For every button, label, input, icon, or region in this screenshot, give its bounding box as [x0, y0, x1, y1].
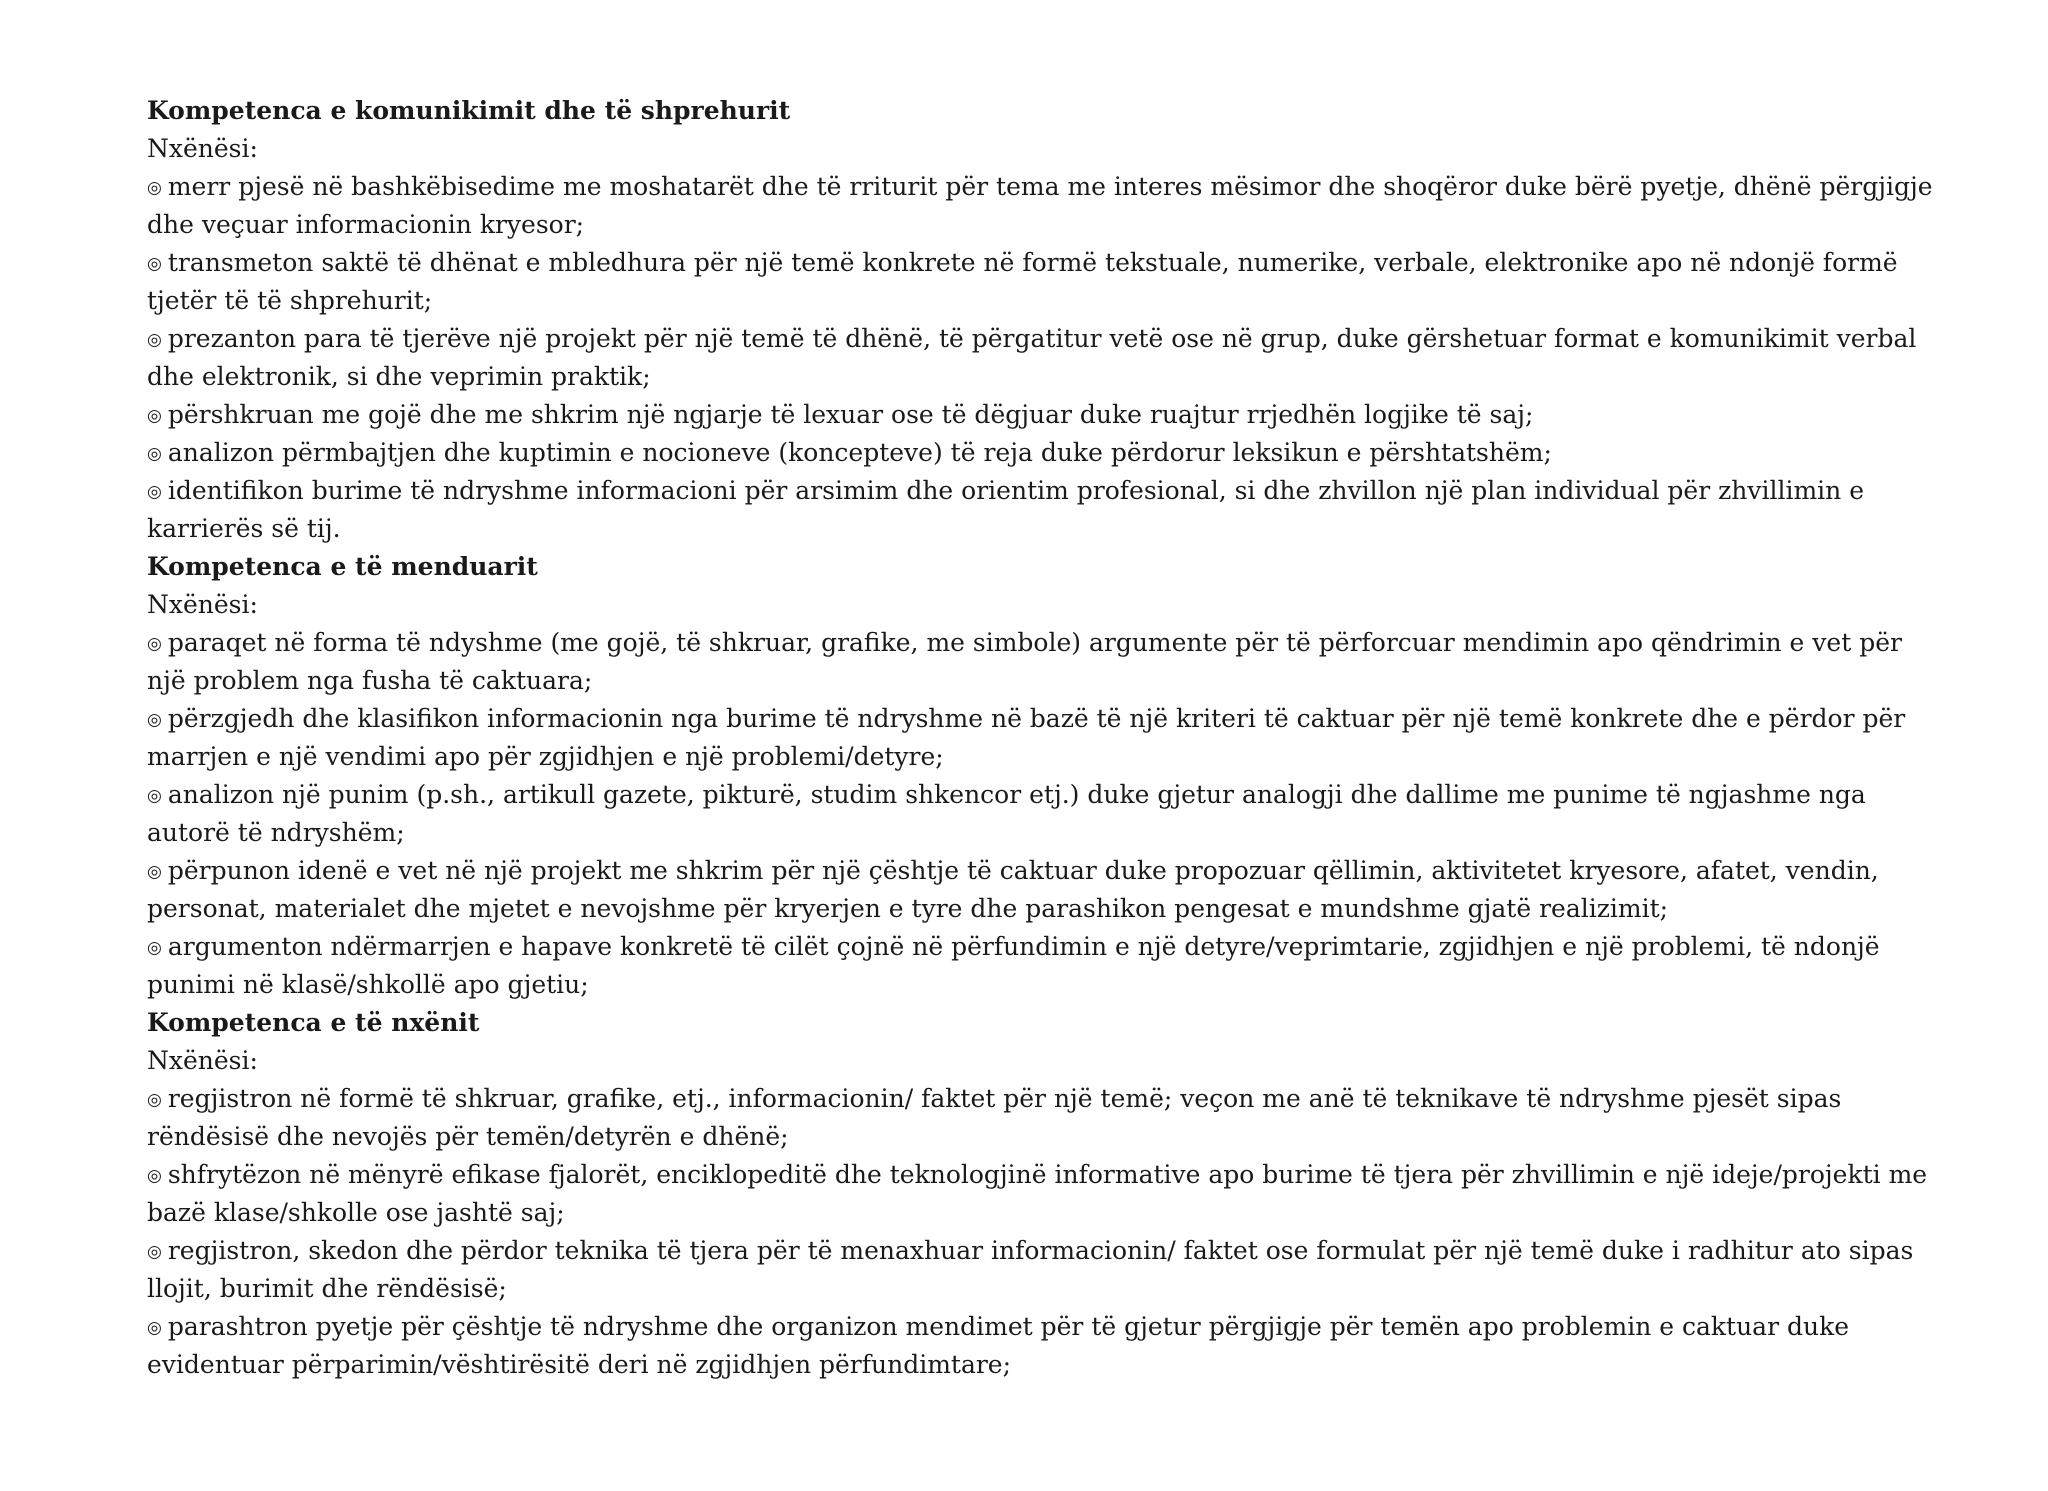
competence-section — [147, 548, 1937, 1004]
bullet-icon: ◎ — [147, 786, 162, 806]
list-item — [147, 168, 1937, 244]
list-item-text: regjistron, skedon dhe përdor teknika të tjera për të menaxhuar informacionin/ faktet ose formulat për një temë duke i radhitur ato sipas llojit, burimit dhe rëndësisë; — [147, 1236, 1914, 1303]
list-item-text: argumenton ndërmarrjen e hapave konkretë të cilët çojnë në përfundimin e një detyre/veprimtarie, zgjidhjen e një problemi, të ndonjë punimi në klasë/shkollë apo gjetiu; — [147, 932, 1880, 999]
list-item-text: regjistron në formë të shkruar, grafike, etj., informacionin/ faktet për një temë; veçon me anë të teknikave të ndryshme pjesët sipas rëndësisë dhe nevojës për temën/detyrën e dhënë; — [147, 1084, 1842, 1151]
competence-list — [147, 168, 1937, 548]
document-page — [147, 92, 1937, 1384]
bullet-icon: ◎ — [147, 178, 162, 198]
list-item — [147, 396, 1937, 434]
competence-list — [147, 1080, 1937, 1384]
list-item — [147, 1232, 1937, 1308]
list-item-text: transmeton saktë të dhënat e mbledhura për një temë konkrete në formë tekstuale, numerike, verbale, elektronike apo në ndonjë formë tjetër të të shprehurit; — [147, 248, 1898, 315]
competence-section — [147, 1004, 1937, 1384]
section-heading: Kompetenca e komunikimit dhe të shprehurit — [147, 96, 791, 125]
list-item-text: merr pjesë në bashkëbisedime me moshatarët dhe të rriturit për tema me interes mësimor dhe shoqëror duke bërë pyetje, dhënë përgjigje dhe veçuar informacionin kryesor; — [147, 172, 1933, 239]
bullet-icon: ◎ — [147, 1242, 162, 1262]
list-item-text: parashtron pyetje për çështje të ndryshme dhe organizon mendimet për të gjetur përgjigje për temën apo problemin e caktuar duke evidentuar përparimin/vështirësitë deri në zgjidhjen përfundimtare; — [147, 1312, 1850, 1379]
bullet-icon: ◎ — [147, 710, 162, 730]
list-item — [147, 776, 1937, 852]
list-item — [147, 928, 1937, 1004]
list-item-text: përzgjedh dhe klasifikon informacionin nga burime të ndryshme në bazë të një kriteri të caktuar për një temë konkrete dhe e përdor për marrjen e një vendimi apo për zgjidhjen e një problemi/detyre; — [147, 704, 1906, 771]
list-item — [147, 1156, 1937, 1232]
list-item — [147, 852, 1937, 928]
bullet-icon: ◎ — [147, 1090, 162, 1110]
subject-label: Nxënësi: — [147, 1046, 258, 1075]
list-item — [147, 472, 1937, 548]
list-item-text: analizon një punim (p.sh., artikull gazete, pikturë, studim shkencor etj.) duke gjetur analogji dhe dallime me punime të ngjashme nga autorë të ndryshëm; — [147, 780, 1866, 847]
bullet-icon: ◎ — [147, 254, 162, 274]
list-item-text: përshkruan me gojë dhe me shkrim një ngjarje të lexuar ose të dëgjuar duke ruajtur rrjedhën logjike të saj; — [167, 400, 1534, 429]
list-item-text: identifikon burime të ndryshme informacioni për arsimim dhe orientim profesional, si dhe zhvillon një plan individual për zhvillimin e karrierës së tij. — [147, 476, 1865, 543]
list-item-text: shfrytëzon në mënyrë efikase fjalorët, enciklopeditë dhe teknologjinë informative apo burime të tjera për zhvillimin e një ideje/projekti me bazë klase/shkolle ose jashtë saj; — [147, 1160, 1928, 1227]
list-item-text: prezanton para të tjerëve një projekt për një temë të dhënë, të përgatitur vetë ose në grup, duke gërshetuar format e komunikimit verbal dhe elektronik, si dhe veprimin praktik; — [147, 324, 1917, 391]
bullet-icon: ◎ — [147, 938, 162, 958]
bullet-icon: ◎ — [147, 406, 162, 426]
bullet-icon: ◎ — [147, 634, 162, 654]
list-item — [147, 244, 1937, 320]
subject-label: Nxënësi: — [147, 134, 258, 163]
section-heading: Kompetenca e të menduarit — [147, 552, 538, 581]
list-item — [147, 434, 1937, 472]
bullet-icon: ◎ — [147, 444, 162, 464]
list-item — [147, 700, 1937, 776]
list-item-text: përpunon idenë e vet në një projekt me shkrim për një çështje të caktuar duke propozuar qëllimin, aktivitetet kryesore, afatet, vendin, personat, materialet dhe mjetet e nevojshme për kryerjen e tyre dhe parashikon pengesat e mundshme gjatë realizimit; — [147, 856, 1879, 923]
section-heading: Kompetenca e të nxënit — [147, 1008, 480, 1037]
list-item-text: analizon përmbajtjen dhe kuptimin e nocioneve (koncepteve) të reja duke përdorur leksikun e përshtatshëm; — [167, 438, 1552, 467]
bullet-icon: ◎ — [147, 330, 162, 350]
bullet-icon: ◎ — [147, 482, 162, 502]
list-item — [147, 320, 1937, 396]
bullet-icon: ◎ — [147, 862, 162, 882]
competence-section — [147, 92, 1937, 548]
list-item — [147, 624, 1937, 700]
subject-label: Nxënësi: — [147, 590, 258, 619]
list-item-text: paraqet në forma të ndyshme (me gojë, të shkruar, grafike, me simbole) argumente për të përforcuar mendimin apo qëndrimin e vet për një problem nga fusha të caktuara; — [147, 628, 1902, 695]
bullet-icon: ◎ — [147, 1318, 162, 1338]
list-item — [147, 1308, 1937, 1384]
competence-list — [147, 624, 1937, 1004]
list-item — [147, 1080, 1937, 1156]
bullet-icon: ◎ — [147, 1166, 162, 1186]
